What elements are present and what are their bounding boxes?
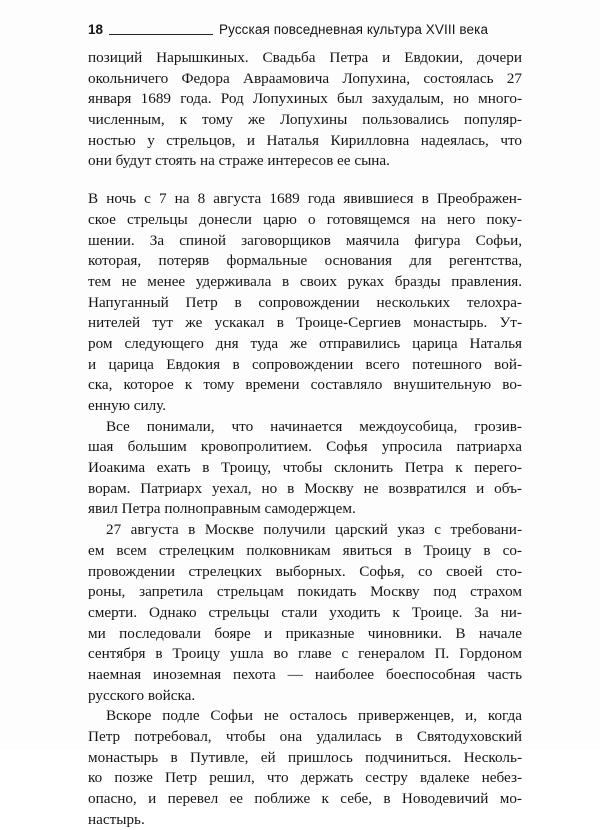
text-line: Все понимали, что начинается междоусобица, грозив-: [106, 417, 522, 435]
text-line: ем всем стрелецким полковникам явиться в Троицу в со-: [88, 541, 522, 559]
text-line: ностью у стрельцов, и Наталья Кирилловна надеялась, что: [88, 131, 522, 149]
text-line: сентября в Троицу ушла во главе с генералом П. Гордоном: [88, 645, 522, 663]
text-line: смерти. Однако стрельцы стали уходить к Троице. За ни-: [88, 603, 522, 621]
text-line: и царица Евдокия в сопровождении всего потешного вой-: [88, 355, 522, 373]
paragraph: [88, 189, 522, 417]
text-line: шая большим кровопролитием. Софья упросила патриарха: [88, 438, 522, 456]
text-line: позиций Нарышкиных. Свадьба Петра и Евдокии, дочери: [88, 49, 522, 66]
text-line: окольничего Федора Авраамовича Лопухина, состоялась 27: [88, 69, 522, 87]
text-line: численным, к тому же Лопухины пользовались популяр-: [88, 111, 522, 129]
text-line: монастырь в Путивле, ей пришлось подчиниться. Несколь-: [88, 748, 522, 766]
text-line: провождении стрелецких выборных. Софья, со своей сто-: [88, 562, 522, 580]
text-line: опасно, и перевел ее поближе к себе, в Новодевичий мо-: [88, 790, 522, 808]
text-line: Вскоре подле Софьи не осталось приверженцев, и, когда: [106, 707, 522, 725]
text-line: ми последовали бояре и приказные чиновники. В начале: [88, 624, 522, 642]
running-header: [88, 20, 534, 38]
text-line: роны, запретила стрельцам покидать Москву под страхом: [88, 583, 522, 601]
text-line: настырь.: [88, 810, 145, 828]
text-line: Напуганный Петр в сопровождении нескольких телохра-: [88, 293, 522, 311]
text-line: ко позже Петр решил, что держать сестру вдалеке небез-: [88, 769, 522, 787]
text-body: [88, 48, 522, 830]
text-line: января 1689 года. Род Лопухиных был захудалым, но много-: [88, 90, 522, 108]
text-line: они будут стоять на страже интересов ее сына.: [88, 152, 390, 170]
running-title: Русская повседневная культура XVIII века: [219, 22, 489, 37]
text-line: нителей тут же ускакал в Троице-Сергиев монастырь. Ут-: [88, 314, 522, 332]
text-line: В ночь с 7 на 8 августа 1689 года явившиеся в Преображен-: [88, 190, 522, 208]
paragraph: [88, 706, 522, 830]
text-line: енную силу.: [88, 397, 167, 414]
text-line: русского войска.: [88, 686, 196, 704]
paragraph-gap: [88, 172, 522, 189]
page-number: 18: [88, 22, 104, 37]
text-line: ворам. Патриарх уехал, но в Москву не возвратился и объ-: [88, 479, 522, 497]
text-line: Петр потребовал, чтобы она удалилась в Святодуховский: [88, 728, 522, 745]
paragraph: [88, 520, 522, 706]
text-line: Иоакима ехать в Троицу, чтобы склонить Петра к перего-: [88, 459, 522, 477]
text-line: ска, которое к тому времени составляло внушительную во-: [88, 376, 522, 394]
paragraph: [88, 48, 522, 172]
text-line: которая, потеряв формальные основания для регентства,: [88, 252, 522, 270]
text-line: ром следующего дня туда же отправились царица Наталья: [88, 334, 522, 352]
text-line: шении. За спиной заговорщиков маячила фигура Софьи,: [88, 231, 522, 249]
text-line: наемная иноземная пехота — наиболее боеспособная часть: [88, 665, 522, 683]
text-line: ское стрельцы донесли царю о готовящемся на него поку-: [88, 210, 522, 228]
header-rule: [109, 34, 213, 35]
text-line: 27 августа в Москве получили царский указ с требовани-: [106, 521, 522, 539]
text-line: явил Петра полноправным самодержцем.: [88, 500, 356, 518]
paragraph: [88, 417, 522, 520]
text-line: тем не менее удерживала в своих руках бразды правления.: [88, 272, 522, 290]
